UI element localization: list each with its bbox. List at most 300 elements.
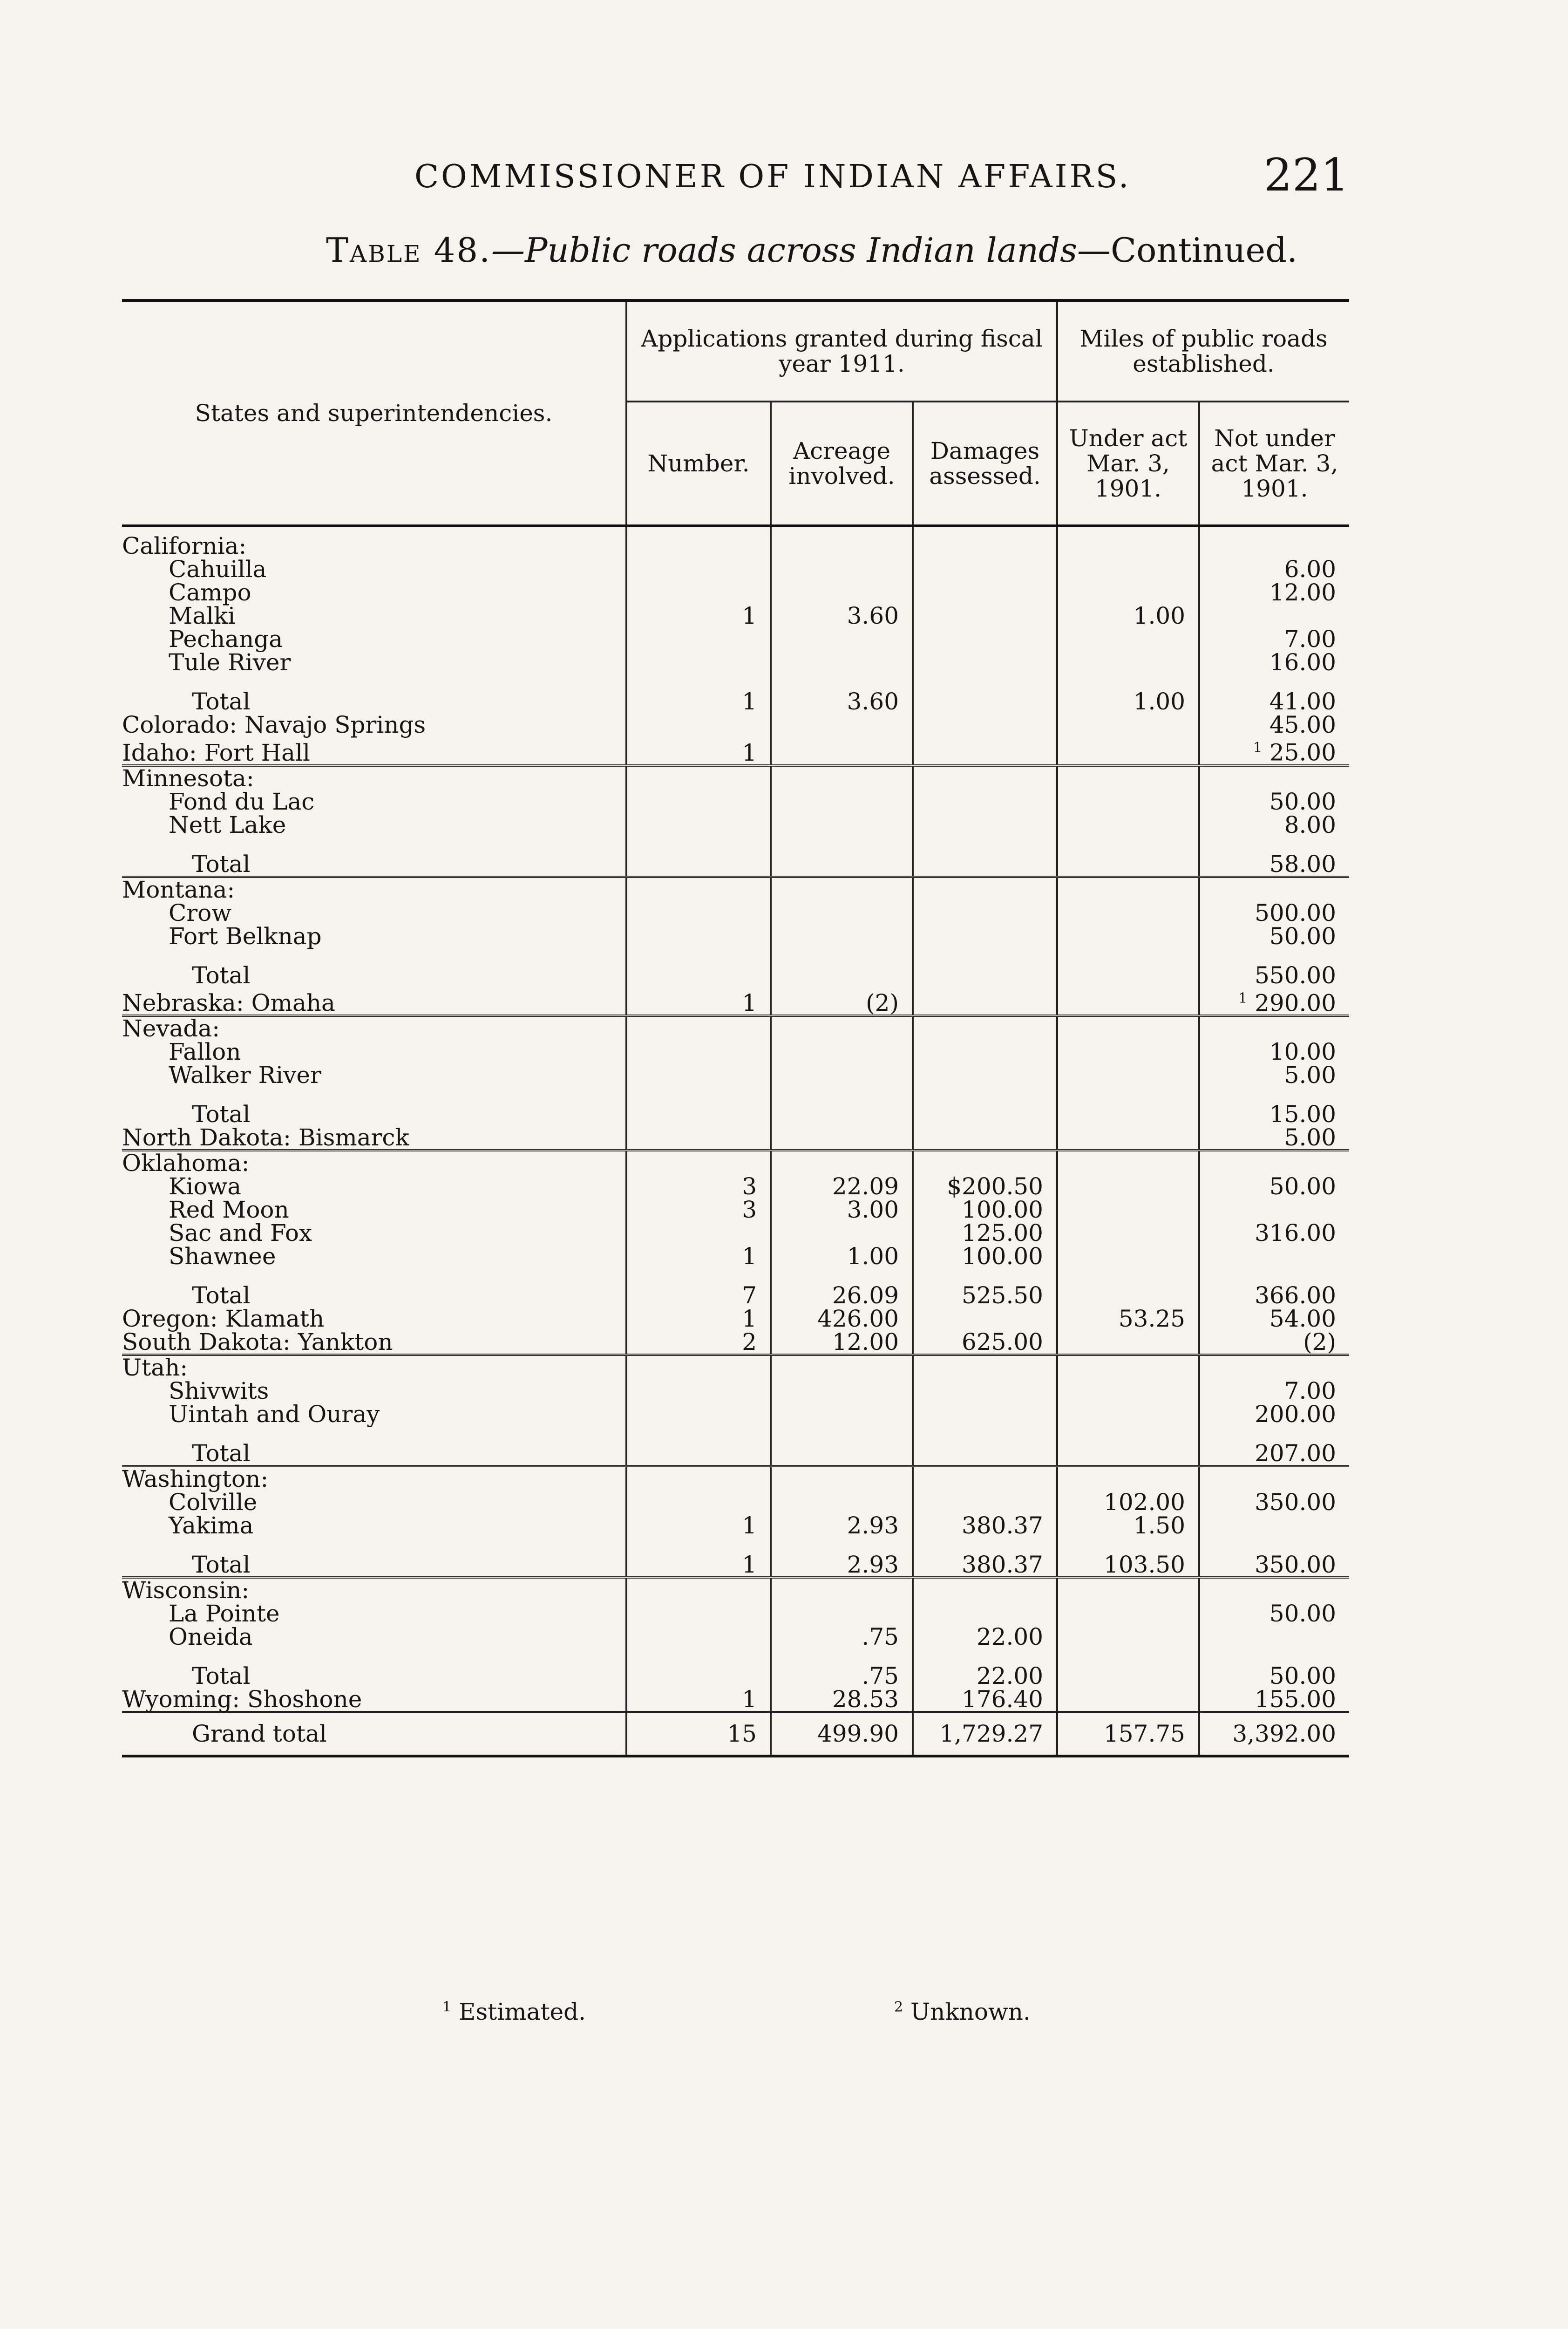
cell-damages xyxy=(913,1126,1057,1151)
row-label: Shawnee xyxy=(169,1243,276,1270)
cell-under-act: 53.25 xyxy=(1057,1307,1199,1330)
cell-number: 1 xyxy=(626,604,771,627)
cell-acreage: 28.53 xyxy=(771,1688,913,1712)
cell-acreage xyxy=(771,790,913,813)
cell-under-act xyxy=(1057,1175,1199,1198)
table-row xyxy=(122,852,1349,877)
cell-number xyxy=(626,964,771,987)
cell-not-under-act xyxy=(1199,1198,1349,1221)
row-label: Colorado: Navajo Springs xyxy=(122,711,426,738)
cell-damages xyxy=(913,987,1057,1016)
cell-number xyxy=(626,1221,771,1245)
cell-not-under-act xyxy=(1199,1355,1349,1380)
cell-damages xyxy=(913,1442,1057,1466)
table-row xyxy=(122,581,1349,604)
row-label: Wisconsin: xyxy=(122,1578,626,1602)
row-label: Shivwits xyxy=(169,1377,269,1405)
cell-under-act xyxy=(1057,1103,1199,1126)
cell-not-under-act: 316.00 xyxy=(1199,1221,1349,1245)
cell-not-under-act: 550.00 xyxy=(1199,964,1349,987)
cell-not-under-act: 5.00 xyxy=(1199,1126,1349,1151)
cell-damages xyxy=(913,627,1057,651)
cell-number xyxy=(626,558,771,581)
cell-damages: $200.50 xyxy=(913,1175,1057,1198)
row-label: Fallon xyxy=(169,1038,241,1066)
row-label: Fond du Lac xyxy=(169,788,315,815)
row-label: Minnesota: xyxy=(122,765,626,790)
row-label: Cahuilla xyxy=(169,556,267,583)
table-row xyxy=(122,1578,1349,1602)
running-title: COMMISSIONER OF INDIAN AFFAIRS. xyxy=(414,158,1131,195)
cell-number xyxy=(626,765,771,790)
cell-under-act xyxy=(1057,765,1199,790)
cell-damages xyxy=(913,925,1057,948)
cell-not-under-act: 58.00 xyxy=(1199,852,1349,877)
spacer-row xyxy=(122,1426,1349,1442)
cell-not-under-act: 155.00 xyxy=(1199,1688,1349,1712)
cell-acreage xyxy=(771,1151,913,1175)
grand-total-section xyxy=(122,1712,1349,1756)
cell-number xyxy=(626,925,771,948)
row-label: Total xyxy=(192,1551,251,1579)
cell-damages xyxy=(913,1355,1057,1380)
cell-number xyxy=(626,1016,771,1041)
footnote-ref: 1 xyxy=(1238,990,1248,1007)
data-table xyxy=(122,299,1349,1757)
cell-not-under-act: 207.00 xyxy=(1199,1442,1349,1466)
cell-number xyxy=(626,651,771,674)
row-label: Utah: xyxy=(122,1355,626,1380)
cell-acreage xyxy=(771,526,913,558)
cell-acreage: 426.00 xyxy=(771,1307,913,1330)
cell-not-under-act: 16.00 xyxy=(1199,651,1349,674)
row-label: Fort Belknap xyxy=(169,922,322,950)
cell-acreage xyxy=(771,581,913,604)
cell-under-act xyxy=(1057,1284,1199,1307)
cell-damages xyxy=(913,581,1057,604)
col-header-acreage: Acreage involved. xyxy=(771,402,913,526)
cell-acreage: 12.00 xyxy=(771,1330,913,1355)
cell-not-under-act: 7.00 xyxy=(1199,627,1349,651)
table-row xyxy=(122,713,1349,736)
cell-damages xyxy=(913,1491,1057,1514)
table-row xyxy=(122,1664,1349,1688)
cell-not-under-act: 50.00 xyxy=(1199,1664,1349,1688)
row-label: Montana: xyxy=(122,877,626,901)
cell-acreage xyxy=(771,627,913,651)
cell-under-act xyxy=(1057,1151,1199,1175)
cell-number xyxy=(626,901,771,925)
row-label: Wyoming: Shoshone xyxy=(122,1686,362,1713)
cell-under-act: 1.00 xyxy=(1057,604,1199,627)
cell-damages xyxy=(913,1578,1057,1602)
cell-acreage: 3.60 xyxy=(771,690,913,713)
cell-under-act xyxy=(1057,713,1199,736)
cell-number xyxy=(626,1379,771,1403)
row-label: Total xyxy=(192,1282,251,1309)
public-roads-table xyxy=(122,299,1349,1757)
cell-acreage: 2.93 xyxy=(771,1514,913,1537)
cell-damages xyxy=(913,1103,1057,1126)
footnote-unknown xyxy=(894,1998,1031,2025)
cell-acreage xyxy=(771,901,913,925)
cell-not-under-act: 350.00 xyxy=(1199,1553,1349,1578)
cell-number xyxy=(626,1063,771,1087)
cell-under-act: 1.50 xyxy=(1057,1514,1199,1537)
row-label: Colville xyxy=(169,1489,258,1516)
cell-acreage: 22.09 xyxy=(771,1175,913,1198)
spacer-row xyxy=(122,837,1349,852)
cell-acreage xyxy=(771,813,913,837)
cell-acreage xyxy=(771,1040,913,1063)
cell-number: 1 xyxy=(626,1245,771,1268)
footnotes xyxy=(0,1998,1568,2036)
cell-damages: 380.37 xyxy=(913,1514,1057,1537)
cell-acreage xyxy=(771,651,913,674)
cell-under-act xyxy=(1057,1466,1199,1491)
cell-not-under-act: 500.00 xyxy=(1199,901,1349,925)
cell-under-act xyxy=(1057,1221,1199,1245)
col-group-applications: Applications granted during fiscal year 1911. xyxy=(626,300,1057,402)
cell-number: 1 xyxy=(626,690,771,713)
col-header-states: States and superintendencies. xyxy=(122,300,626,526)
footnote-mark-1: 1 xyxy=(442,1999,452,2016)
cell-acreage xyxy=(771,1063,913,1087)
footnote-text-2: Unknown. xyxy=(910,1998,1031,2025)
cell-not-under-act xyxy=(1199,1625,1349,1648)
table-row xyxy=(122,1442,1349,1466)
cell-damages: 22.00 xyxy=(913,1625,1057,1648)
spacer-row xyxy=(122,1648,1349,1664)
cell-acreage: .75 xyxy=(771,1664,913,1688)
cell-not-under-act: 41.00 xyxy=(1199,690,1349,713)
cell-under-act xyxy=(1057,1016,1199,1041)
cell-acreage xyxy=(771,1403,913,1426)
cell-acreage xyxy=(771,1355,913,1380)
cell-acreage xyxy=(771,1221,913,1245)
page-number: 221 xyxy=(1263,149,1349,201)
table-row xyxy=(122,1379,1349,1403)
cell-not-under-act xyxy=(1199,765,1349,790)
cell-not-under-act: 10.00 xyxy=(1199,1040,1349,1063)
cell-under-act xyxy=(1057,558,1199,581)
cell-number xyxy=(626,813,771,837)
cell-damages: 380.37 xyxy=(913,1553,1057,1578)
table-row xyxy=(122,901,1349,925)
row-label: South Dakota: Yankton xyxy=(122,1328,393,1356)
cell-damages: 100.00 xyxy=(913,1198,1057,1221)
table-row xyxy=(122,964,1349,987)
cell-acreage xyxy=(771,713,913,736)
row-label: Nett Lake xyxy=(169,811,286,838)
cell-damages xyxy=(913,852,1057,877)
table-row xyxy=(122,736,1349,765)
cell-under-act xyxy=(1057,1245,1199,1268)
col-header-number: Number. xyxy=(626,402,771,526)
cell-not-under-act xyxy=(1199,1016,1349,1041)
cell-number xyxy=(626,526,771,558)
row-label: Malki xyxy=(169,602,236,629)
cell-not-under-act: 45.00 xyxy=(1199,713,1349,736)
cell-acreage: 3.60 xyxy=(771,604,913,627)
table-row xyxy=(122,1040,1349,1063)
table-row xyxy=(122,1688,1349,1712)
row-label: Uintah and Ouray xyxy=(169,1401,380,1428)
cell-number xyxy=(626,1625,771,1648)
cell-value: 290.00 xyxy=(1255,989,1337,1017)
cell-under-act xyxy=(1057,964,1199,987)
cell-number xyxy=(626,1578,771,1602)
row-label: Oklahoma: xyxy=(122,1151,626,1175)
cell-acreage xyxy=(771,765,913,790)
cell-number: 3 xyxy=(626,1175,771,1198)
cell-damages xyxy=(913,713,1057,736)
cell-under-act xyxy=(1057,1330,1199,1355)
cell-number xyxy=(626,1151,771,1175)
table-title xyxy=(326,231,1304,270)
cell-number xyxy=(626,852,771,877)
cell-number xyxy=(626,1466,771,1491)
cell-number: 1 xyxy=(626,1514,771,1537)
cell-number xyxy=(626,1040,771,1063)
cell-under-act xyxy=(1057,1578,1199,1602)
cell-damages xyxy=(913,1040,1057,1063)
row-label: Oregon: Klamath xyxy=(122,1305,325,1333)
table-row xyxy=(122,1284,1349,1307)
cell-not-under-act: 7.00 xyxy=(1199,1379,1349,1403)
footnote-text-1: Estimated. xyxy=(459,1998,586,2025)
cell-not-under-act xyxy=(1199,736,1349,765)
cell-not-under-act xyxy=(1199,877,1349,901)
grand-total-damages: 1,729.27 xyxy=(913,1712,1057,1756)
cell-damages xyxy=(913,901,1057,925)
table-row xyxy=(122,558,1349,581)
cell-damages xyxy=(913,1151,1057,1175)
cell-number: 1 xyxy=(626,1688,771,1712)
cell-acreage xyxy=(771,1491,913,1514)
col-header-damages: Damages assessed. xyxy=(913,402,1057,526)
cell-number: 1 xyxy=(626,736,771,765)
cell-not-under-act: 8.00 xyxy=(1199,813,1349,837)
cell-acreage xyxy=(771,1126,913,1151)
cell-under-act xyxy=(1057,1688,1199,1712)
table-row xyxy=(122,604,1349,627)
table-suffix: Continued. xyxy=(1111,231,1298,270)
cell-under-act: 102.00 xyxy=(1057,1491,1199,1514)
table-row xyxy=(122,1491,1349,1514)
row-label: Yakima xyxy=(169,1512,254,1539)
table-row xyxy=(122,925,1349,948)
footnote-ref: 1 xyxy=(1253,740,1262,756)
spacer-row xyxy=(122,1537,1349,1553)
grand-total-under-act: 157.75 xyxy=(1057,1712,1199,1756)
row-label: Nevada: xyxy=(122,1016,626,1041)
row-label: Crow xyxy=(169,899,232,926)
cell-acreage xyxy=(771,964,913,987)
cell-number xyxy=(626,1103,771,1126)
cell-damages xyxy=(913,790,1057,813)
cell-under-act xyxy=(1057,1602,1199,1625)
cell-not-under-act: (2) xyxy=(1199,1330,1349,1355)
cell-damages: 22.00 xyxy=(913,1664,1057,1688)
cell-not-under-act xyxy=(1199,1151,1349,1175)
cell-under-act xyxy=(1057,1403,1199,1426)
cell-not-under-act: 50.00 xyxy=(1199,925,1349,948)
row-label: Total xyxy=(192,1101,251,1128)
table-row xyxy=(122,1330,1349,1355)
cell-not-under-act: 50.00 xyxy=(1199,1602,1349,1625)
table-row xyxy=(122,1175,1349,1198)
cell-under-act xyxy=(1057,1355,1199,1380)
row-label: Total xyxy=(192,688,251,715)
cell-under-act xyxy=(1057,925,1199,948)
cell-not-under-act: 15.00 xyxy=(1199,1103,1349,1126)
row-label: Washington: xyxy=(122,1466,626,1491)
cell-number xyxy=(626,581,771,604)
cell-number xyxy=(626,1403,771,1426)
cell-under-act: 1.00 xyxy=(1057,690,1199,713)
table-label: Table 48. xyxy=(326,231,491,270)
header-row-top xyxy=(122,300,1349,402)
cell-number xyxy=(626,1602,771,1625)
row-label: Red Moon xyxy=(169,1196,289,1224)
cell-not-under-act: 50.00 xyxy=(1199,1175,1349,1198)
row-label: Nebraska: Omaha xyxy=(122,989,335,1017)
row-label: Total xyxy=(192,1440,251,1467)
row-label: Idaho: Fort Hall xyxy=(122,739,310,766)
table-row xyxy=(122,1221,1349,1245)
cell-under-act xyxy=(1057,877,1199,901)
cell-not-under-act xyxy=(1199,987,1349,1016)
cell-damages xyxy=(913,1063,1057,1087)
cell-not-under-act xyxy=(1199,604,1349,627)
table-row xyxy=(122,627,1349,651)
table-row xyxy=(122,813,1349,837)
cell-damages xyxy=(913,964,1057,987)
cell-under-act xyxy=(1057,813,1199,837)
cell-number: 3 xyxy=(626,1198,771,1221)
cell-acreage xyxy=(771,1578,913,1602)
cell-not-under-act: 200.00 xyxy=(1199,1403,1349,1426)
cell-number xyxy=(626,1442,771,1466)
cell-damages xyxy=(913,651,1057,674)
cell-under-act xyxy=(1057,1625,1199,1648)
col-header-not-under-act: Not under act Mar. 3, 1901. xyxy=(1199,402,1349,526)
cell-acreage xyxy=(771,877,913,901)
cell-under-act xyxy=(1057,852,1199,877)
cell-under-act xyxy=(1057,1664,1199,1688)
row-label: Total xyxy=(192,850,251,878)
cell-under-act xyxy=(1057,736,1199,765)
cell-acreage xyxy=(771,1379,913,1403)
cell-damages: 125.00 xyxy=(913,1221,1057,1245)
footnote-mark-2: 2 xyxy=(894,1999,903,2016)
cell-acreage xyxy=(771,1602,913,1625)
cell-acreage: 26.09 xyxy=(771,1284,913,1307)
cell-under-act xyxy=(1057,627,1199,651)
spacer-row xyxy=(122,948,1349,964)
cell-under-act xyxy=(1057,1198,1199,1221)
cell-damages: 100.00 xyxy=(913,1245,1057,1268)
cell-acreage xyxy=(771,736,913,765)
table-row xyxy=(122,1307,1349,1330)
table-row xyxy=(122,1016,1349,1041)
page-header xyxy=(0,149,1568,200)
col-group-miles: Miles of public roads established. xyxy=(1057,300,1349,402)
spacer-row xyxy=(122,674,1349,690)
row-label: La Pointe xyxy=(169,1600,280,1628)
cell-acreage: 3.00 xyxy=(771,1198,913,1221)
cell-damages xyxy=(913,1379,1057,1403)
row-label: Total xyxy=(192,1662,251,1690)
cell-number xyxy=(626,1664,771,1688)
cell-damages xyxy=(913,813,1057,837)
cell-acreage xyxy=(771,558,913,581)
cell-not-under-act: 6.00 xyxy=(1199,558,1349,581)
row-label: Oneida xyxy=(169,1623,253,1651)
cell-under-act xyxy=(1057,987,1199,1016)
cell-value: 25.00 xyxy=(1269,739,1337,766)
cell-acreage xyxy=(771,1466,913,1491)
grand-total-number: 15 xyxy=(626,1712,771,1756)
grand-total-not-under-act: 3,392.00 xyxy=(1199,1712,1349,1756)
cell-acreage: (2) xyxy=(771,987,913,1016)
spacer-row xyxy=(122,1087,1349,1103)
table-row xyxy=(122,1103,1349,1126)
cell-acreage: 2.93 xyxy=(771,1553,913,1578)
table-row xyxy=(122,651,1349,674)
table-row xyxy=(122,1466,1349,1491)
table-row xyxy=(122,1126,1349,1151)
cell-damages xyxy=(913,877,1057,901)
cell-under-act xyxy=(1057,1126,1199,1151)
cell-damages: 525.50 xyxy=(913,1284,1057,1307)
table-row xyxy=(122,1602,1349,1625)
cell-damages xyxy=(913,690,1057,713)
cell-number xyxy=(626,1491,771,1514)
cell-damages xyxy=(913,1016,1057,1041)
cell-number: 1 xyxy=(626,1307,771,1330)
row-label: North Dakota: Bismarck xyxy=(122,1124,409,1151)
cell-acreage: .75 xyxy=(771,1625,913,1648)
table-caption: —Public roads across Indian lands— xyxy=(491,231,1111,270)
cell-under-act xyxy=(1057,790,1199,813)
cell-under-act xyxy=(1057,526,1199,558)
cell-number: 1 xyxy=(626,1553,771,1578)
cell-acreage xyxy=(771,1442,913,1466)
table-row xyxy=(122,790,1349,813)
cell-damages xyxy=(913,1602,1057,1625)
cell-damages xyxy=(913,765,1057,790)
cell-damages: 625.00 xyxy=(913,1330,1057,1355)
cell-acreage xyxy=(771,1016,913,1041)
cell-number xyxy=(626,1126,771,1151)
footnote-estimated xyxy=(442,1998,586,2025)
table-row xyxy=(122,526,1349,558)
row-label: Campo xyxy=(169,579,251,606)
table-row xyxy=(122,1355,1349,1380)
cell-under-act xyxy=(1057,1040,1199,1063)
cell-not-under-act xyxy=(1199,1578,1349,1602)
table-body xyxy=(122,526,1349,1712)
cell-not-under-act xyxy=(1199,526,1349,558)
cell-number: 2 xyxy=(626,1330,771,1355)
cell-not-under-act xyxy=(1199,1514,1349,1537)
table-row xyxy=(122,690,1349,713)
cell-acreage xyxy=(771,925,913,948)
cell-under-act xyxy=(1057,1379,1199,1403)
cell-acreage: 1.00 xyxy=(771,1245,913,1268)
